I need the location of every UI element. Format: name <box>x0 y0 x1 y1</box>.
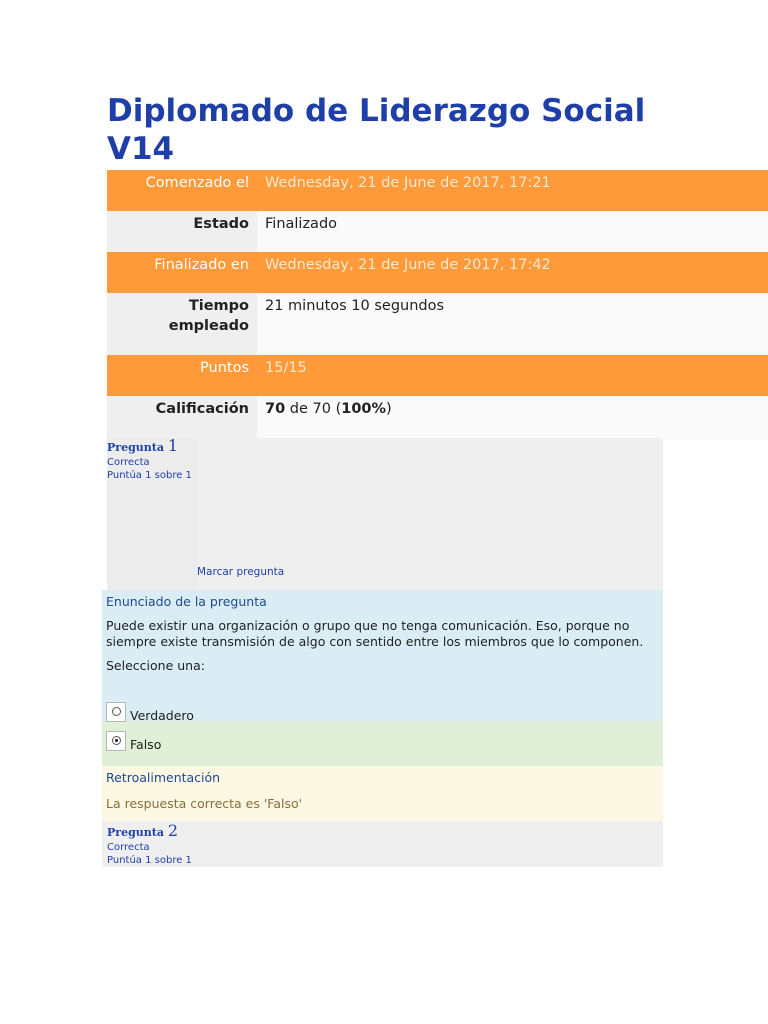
question-state: Correcta <box>107 842 150 853</box>
summary-label: Calificación <box>107 396 257 439</box>
grade-percent: 100% <box>341 401 387 417</box>
question-state: Correcta <box>107 457 150 468</box>
radio-button[interactable] <box>106 702 126 722</box>
summary-label: Estado <box>107 211 257 252</box>
summary-row-marks <box>107 355 768 396</box>
summary-label: Comenzado el <box>107 170 257 211</box>
answer-option-verdadero[interactable] <box>106 702 194 723</box>
option-label: Falso <box>130 737 162 752</box>
summary-value: Wednesday, 21 de June de 2017, 17:42 <box>257 252 768 293</box>
summary-value <box>257 396 768 439</box>
question-feedback <box>102 766 663 821</box>
summary-label: Tiempo empleado <box>107 293 257 355</box>
answer-option-falso[interactable] <box>102 721 663 766</box>
option-label: Verdadero <box>130 708 194 723</box>
grade-close: ) <box>386 401 392 417</box>
question-2-info <box>102 821 663 867</box>
question-number: 1 <box>167 436 178 455</box>
feedback-title: Retroalimentación <box>106 770 221 785</box>
question-1-info <box>107 438 663 590</box>
formulation-title: Enunciado de la pregunta <box>106 594 267 609</box>
flag-question-link[interactable]: Marcar pregunta <box>197 566 285 578</box>
summary-row-grade <box>107 396 768 439</box>
question-formulation <box>102 590 663 721</box>
radio-button[interactable] <box>106 731 126 751</box>
question-heading-label: Pregunta <box>107 826 164 839</box>
summary-value: Wednesday, 21 de June de 2017, 17:21 <box>257 170 768 211</box>
summary-label: Finalizado en <box>107 252 257 293</box>
grade-score: 70 <box>265 401 286 417</box>
summary-value: 15/15 <box>257 355 768 396</box>
radio-unselected-icon <box>112 707 121 716</box>
summary-row-time-taken <box>107 293 768 355</box>
question-text: Puede existir una organización o grupo que no tenga comunicación. Eso, porque no siempre existe transmisión de algo con sentido entre los miembros que lo componen. <box>106 618 644 649</box>
summary-label: Puntos <box>107 355 257 396</box>
page-title: Diplomado de Liderazgo Social V14 <box>107 93 646 167</box>
question-number: 2 <box>167 821 178 840</box>
summary-row-started <box>107 170 768 211</box>
question-heading <box>107 438 197 456</box>
summary-row-finished <box>107 252 768 293</box>
question-heading <box>107 823 663 841</box>
answer-prompt: Seleccione una: <box>106 658 205 673</box>
summary-value: Finalizado <box>257 211 768 252</box>
summary-value: 21 minutos 10 segundos <box>257 293 768 355</box>
attempt-summary-table <box>107 170 768 439</box>
radio-selected-icon <box>112 736 121 745</box>
grade-of: de 70 ( <box>285 401 342 417</box>
question-1-content <box>102 590 663 821</box>
question-grade: Puntúa 1 sobre 1 <box>107 470 192 481</box>
question-heading-label: Pregunta <box>107 441 164 454</box>
feedback-text: La respuesta correcta es 'Falso' <box>106 796 303 811</box>
question-info-column <box>107 438 197 590</box>
summary-row-state <box>107 211 768 252</box>
question-grade: Puntúa 1 sobre 1 <box>107 855 192 866</box>
